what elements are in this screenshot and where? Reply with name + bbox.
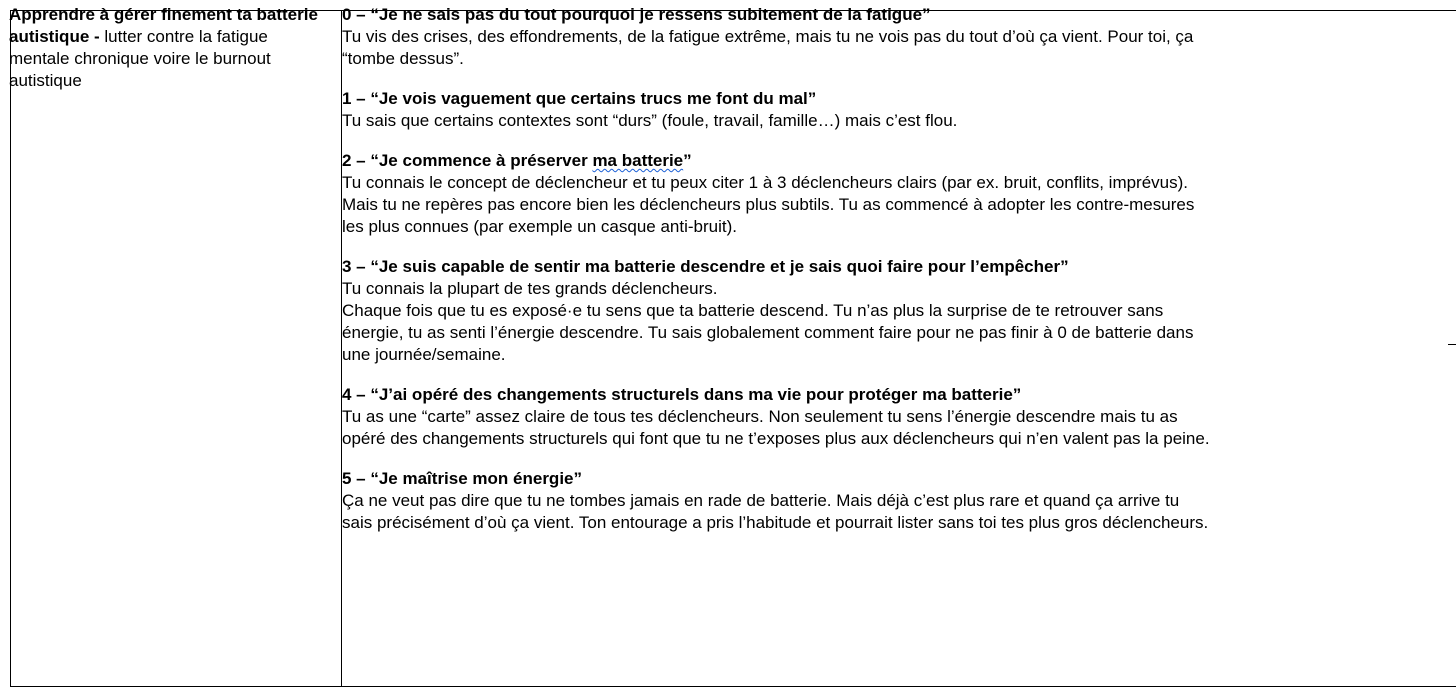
level-0	[342, 4, 1442, 70]
level-line: les plus connues (par exemple un casque anti-bruit).	[342, 217, 737, 236]
level-title-part: 2 – “Je commence à préserver	[342, 151, 593, 170]
level-line: Tu as une “carte” assez claire de tous tes déclencheurs. Non seulement tu sens l’énergie descendre mais tu as	[342, 407, 1178, 426]
level-line: sais précisément d’où ça vient. Ton entourage a pris l’habitude et pourrait lister sans toi tes plus gros déclencheurs.	[342, 513, 1209, 532]
level-title: 5 – “Je maîtrise mon énergie”	[342, 469, 582, 488]
skill-title-bold: Apprendre à gérer finement ta batterie autistique -	[9, 5, 318, 46]
level-title	[342, 150, 1442, 172]
level-line: Tu connais la plupart de tes grands déclencheurs.	[342, 279, 718, 298]
spellcheck-underlined-text[interactable]: ma batterie	[592, 151, 684, 170]
level-line: Tu connais le concept de déclencheur et tu peux citer 1 à 3 déclencheurs clairs (par ex. bruit, conflits, imprévus).	[342, 173, 1189, 192]
level-5	[342, 468, 1442, 534]
level-line: une journée/semaine.	[342, 345, 506, 364]
level-line: Tu vis des crises, des effondrements, de la fatigue extrême, mais tu ne vois pas du tout d’où ça vient. Pour toi, ça	[342, 27, 1194, 46]
level-title: 4 – “J’ai opéré des changements structurels dans ma vie pour protéger ma batterie”	[342, 385, 1022, 404]
level-title: 0 – “Je ne sais pas du tout pourquoi je ressens subitement de la fatigue”	[342, 5, 931, 24]
level-line: opéré des changements structurels qui font que tu ne t’exposes plus aux déclencheurs qui n’en valent pas la peine.	[342, 429, 1210, 448]
level-title: 3 – “Je suis capable de sentir ma batterie descendre et je sais quoi faire pour l’empêcher”	[342, 257, 1069, 276]
level-1	[342, 88, 1442, 132]
skill-title-rest: lutter contre la fatigue mentale chronique voire le burnout autistique	[9, 27, 271, 90]
level-line: Mais tu ne repères pas encore bien les déclencheurs plus subtils. Tu as commencé à adopter les contre-mesures	[342, 195, 1195, 214]
level-3	[342, 256, 1442, 366]
level-line: énergie, tu as senti l’énergie descendre. Tu sais globalement comment faire pour ne pas finir à 0 de batterie dans	[342, 323, 1194, 342]
level-title-part: ”	[683, 151, 692, 170]
level-2	[342, 150, 1442, 238]
level-line: “tombe dessus”.	[342, 49, 464, 68]
level-4	[342, 384, 1442, 450]
levels-cell	[342, 4, 1442, 552]
level-line: Ça ne veut pas dire que tu ne tombes jamais en rade de batterie. Mais déjà c’est plus rare et quand ça arrive tu	[342, 491, 1180, 510]
table-edge-marker	[1448, 344, 1456, 345]
level-line: Tu sais que certains contextes sont “durs” (foule, travail, famille…) mais c’est flou.	[342, 111, 958, 130]
level-line: Chaque fois que tu es exposé·e tu sens que ta batterie descend. Tu n’as plus la surprise de te retrouver sans	[342, 301, 1164, 320]
level-title: 1 – “Je vois vaguement que certains trucs me font du mal”	[342, 89, 817, 108]
skill-title-cell	[9, 4, 325, 92]
